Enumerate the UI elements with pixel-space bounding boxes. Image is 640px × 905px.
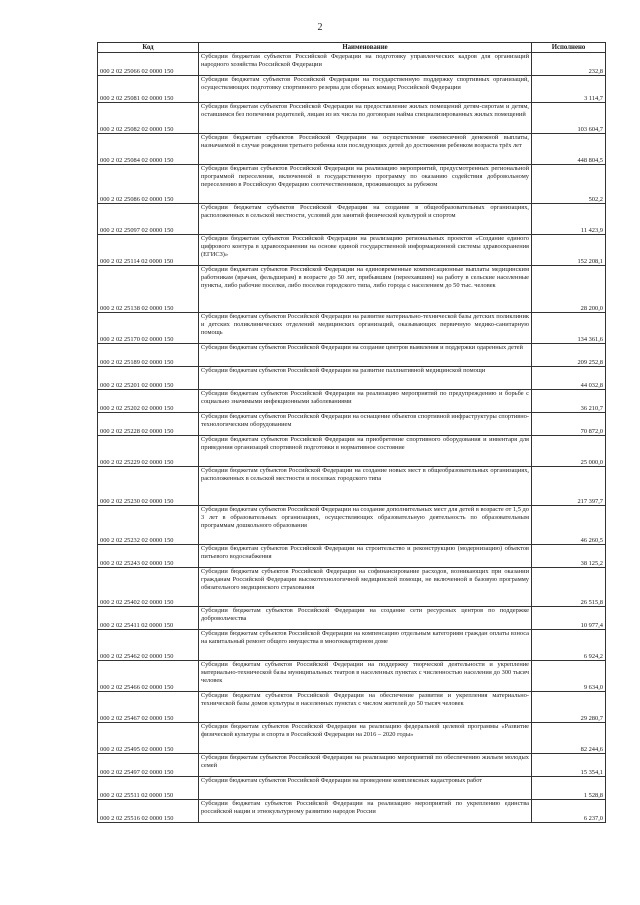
table-row	[98, 103, 606, 134]
table-row	[98, 607, 606, 630]
table-row	[98, 266, 606, 313]
row-code: 000 2 02 25497 02 0000 150	[98, 754, 199, 777]
row-name: Субсидии бюджетам субъектов Российской Федерации на поддержку творческой деятельности и укрепление материально-технической базы муниципальных театров в населенных пунктах с численностью населения до 300 тысяч человек	[199, 661, 532, 692]
row-code: 000 2 02 25097 02 0000 150	[98, 204, 199, 235]
row-code: 000 2 02 25084 02 0000 150	[98, 134, 199, 165]
table-row	[98, 53, 606, 76]
row-code: 000 2 02 25243 02 0000 150	[98, 545, 199, 568]
row-value: 103 604,7	[532, 103, 606, 134]
row-value: 6 237,0	[532, 800, 606, 823]
row-name: Субсидии бюджетам субъектов Российской Федерации на реализацию мероприятий по предупреждению и борьбе с социально значимыми инфекционными заболеваниями	[199, 390, 532, 413]
row-code: 000 2 02 25086 02 0000 150	[98, 165, 199, 204]
row-code: 000 2 02 25229 02 0000 150	[98, 436, 199, 467]
row-code: 000 2 02 25467 02 0000 150	[98, 692, 199, 723]
row-value: 70 872,0	[532, 413, 606, 436]
row-code: 000 2 02 25081 02 0000 150	[98, 76, 199, 103]
row-code: 000 2 02 25402 02 0000 150	[98, 568, 199, 607]
table-body	[98, 53, 606, 823]
table-row	[98, 165, 606, 204]
row-name: Субсидии бюджетам субъектов Российской Федерации на развитие паллиативной медицинской помощи	[199, 367, 532, 390]
row-name: Субсидии бюджетам субъектов Российской Федерации на создание центров выявления и поддержки одаренных детей	[199, 344, 532, 367]
row-name: Субсидии бюджетам субъектов Российской Федерации на развитие материально-технической базы детских поликлиник и детских поликлинических отделений медицинских организаций, оказывающих первичную медико-санитарную помощь	[199, 313, 532, 344]
row-name: Субсидии бюджетам субъектов Российской Федерации на обеспечение развития и укрепления материально-технической базы домов культуры в населенных пунктах с числом жителей до 50 тысяч человек	[199, 692, 532, 723]
table-row	[98, 777, 606, 800]
row-value: 1 528,8	[532, 777, 606, 800]
row-name: Субсидии бюджетам субъектов Российской Федерации на единовременные компенсационные выплаты медицинским работникам (врачам, фельдшерам) в возрасте до 50 лет, прибывшим (переехавшим) на работу в сельские населенные пункты, либо рабочие поселки, либо поселки городского типа, либо города с населением до 50 тыс. человек	[199, 266, 532, 313]
row-value: 26 515,8	[532, 568, 606, 607]
row-value: 82 244,6	[532, 723, 606, 754]
table-row	[98, 413, 606, 436]
table-row	[98, 568, 606, 607]
table-row	[98, 313, 606, 344]
row-value: 25 000,0	[532, 436, 606, 467]
row-value: 11 423,9	[532, 204, 606, 235]
row-code: 000 2 02 25232 02 0000 150	[98, 506, 199, 545]
row-name: Субсидии бюджетам субъектов Российской Федерации на реализацию мероприятий, предусмотренных региональной программой переселения, включенной в государственную программу по оказанию содействия добровольному переселению в Российскую Федерацию соотечественников, проживающих за рубежом	[199, 165, 532, 204]
row-name: Субсидии бюджетам субъектов Российской Федерации на осуществление ежемесячной денежной выплаты, назначаемой в случае рождения третьего ребенка или последующих детей до достижения ребенком возраста трёх лет	[199, 134, 532, 165]
row-name: Субсидии бюджетам субъектов Российской Федерации на создание дополнительных мест для детей в возрасте от 1,5 до 3 лет в образовательных организациях, осуществляющих образовательную деятельность по образовательным программам дошкольного образования	[199, 506, 532, 545]
row-name: Субсидии бюджетам субъектов Российской Федерации на проведение комплексных кадастровых работ	[199, 777, 532, 800]
table-row	[98, 467, 606, 506]
row-code: 000 2 02 25495 02 0000 150	[98, 723, 199, 754]
row-name: Субсидии бюджетам субъектов Российской Федерации на создание сети ресурсных центров по поддержке добровольчества	[199, 607, 532, 630]
row-value: 502,2	[532, 165, 606, 204]
row-code: 000 2 02 25228 02 0000 150	[98, 413, 199, 436]
row-value: 152 208,1	[532, 235, 606, 266]
row-name: Субсидии бюджетам субъектов Российской Федерации на реализацию федеральной целевой программы «Развитие физической культуры и спорта в Российской Федерации на 2016 – 2020 годы»	[199, 723, 532, 754]
table-row	[98, 76, 606, 103]
header-code: Код	[98, 43, 199, 53]
row-value: 9 634,0	[532, 661, 606, 692]
table-row	[98, 235, 606, 266]
row-code: 000 2 02 25466 02 0000 150	[98, 661, 199, 692]
table-row	[98, 436, 606, 467]
table-row	[98, 692, 606, 723]
row-name: Субсидии бюджетам субъектов Российской Федерации на подготовку управленческих кадров для организаций народного хозяйства Российской Федерации	[199, 53, 532, 76]
header-name: Наименование	[199, 43, 532, 53]
table-row	[98, 367, 606, 390]
row-code: 000 2 02 25189 02 0000 150	[98, 344, 199, 367]
row-code: 000 2 02 25201 02 0000 150	[98, 367, 199, 390]
row-code: 000 2 02 25462 02 0000 150	[98, 630, 199, 661]
row-code: 000 2 02 25138 02 0000 150	[98, 266, 199, 313]
revenue-table	[97, 42, 606, 823]
table-row	[98, 545, 606, 568]
row-value: 209 252,8	[532, 344, 606, 367]
row-code: 000 2 02 25230 02 0000 150	[98, 467, 199, 506]
table-row	[98, 630, 606, 661]
table-header-row	[98, 43, 606, 53]
row-name: Субсидии бюджетам субъектов Российской Федерации на оснащение объектов спортивной инфраструктуры спортивно-технологическим оборудованием	[199, 413, 532, 436]
row-name: Субсидии бюджетам субъектов Российской Федерации на создание в общеобразовательных организациях, расположенных в сельской местности, условий для занятий физической культурой и спортом	[199, 204, 532, 235]
table-row	[98, 204, 606, 235]
row-code: 000 2 02 25202 02 0000 150	[98, 390, 199, 413]
header-value: Исполнено	[532, 43, 606, 53]
table-row	[98, 134, 606, 165]
row-name: Субсидии бюджетам субъектов Российской Федерации на строительство и реконструкцию (модернизацию) объектов питьевого водоснабжения	[199, 545, 532, 568]
row-code: 000 2 02 25411 02 0000 150	[98, 607, 199, 630]
table-row	[98, 723, 606, 754]
row-code: 000 2 02 25511 02 0000 150	[98, 777, 199, 800]
row-value: 6 924,2	[532, 630, 606, 661]
row-value: 28 200,0	[532, 266, 606, 313]
table-row	[98, 754, 606, 777]
row-value: 448 804,5	[532, 134, 606, 165]
table-row	[98, 390, 606, 413]
row-name: Субсидии бюджетам субъектов Российской Федерации на компенсацию отдельным категориям граждан оплаты взноса на капитальный ремонт общего имущества в многоквартирном доме	[199, 630, 532, 661]
row-name: Субсидии бюджетам субъектов Российской Федерации на реализацию мероприятий по обеспечению жильем молодых семей	[199, 754, 532, 777]
row-value: 44 032,8	[532, 367, 606, 390]
table-row	[98, 506, 606, 545]
row-name: Субсидии бюджетам субъектов Российской Федерации на приобретение спортивного оборудования и инвентаря для приведения организаций спортивной подготовки в нормативное состояние	[199, 436, 532, 467]
row-value: 134 361,6	[532, 313, 606, 344]
table-row	[98, 661, 606, 692]
row-code: 000 2 02 25082 02 0000 150	[98, 103, 199, 134]
row-value: 36 210,7	[532, 390, 606, 413]
row-value: 217 397,7	[532, 467, 606, 506]
row-value: 46 260,5	[532, 506, 606, 545]
row-name: Субсидии бюджетам субъектов Российской Федерации на реализацию мероприятий по укреплению единства российской нации и этнокультурному развитию народов России	[199, 800, 532, 823]
row-name: Субсидии бюджетам субъектов Российской Федерации на реализацию региональных проектов «Создание единого цифрового контура в здравоохранении на основе единой государственной информационной системы здравоохранения (ЕГИСЗ)»	[199, 235, 532, 266]
row-code: 000 2 02 25114 02 0000 150	[98, 235, 199, 266]
table-row	[98, 344, 606, 367]
row-name: Субсидии бюджетам субъектов Российской Федерации на государственную поддержку спортивных организаций, осуществляющих подготовку спортивного резерва для сборных команд Российской Федерации	[199, 76, 532, 103]
row-name: Субсидии бюджетам субъектов Российской Федерации на софинансирование расходов, возникающих при оказании гражданам Российской Федерации высокотехнологичной медицинской помощи, не включенной в базовую программу обязательного медицинского страхования	[199, 568, 532, 607]
row-code: 000 2 02 25170 02 0000 150	[98, 313, 199, 344]
page-number: 2	[317, 22, 323, 33]
row-value: 15 354,1	[532, 754, 606, 777]
row-name: Субсидии бюджетам субъектов Российской Федерации на создание новых мест в общеобразовательных организациях, расположенных в сельской местности и поселках городского типа	[199, 467, 532, 506]
row-name: Субсидии бюджетам субъектов Российской Федерации на предоставление жилых помещений детям-сиротам и детям, оставшимся без попечения родителей, лицам из их числа по договорам найма специализированных жилых помещений	[199, 103, 532, 134]
row-code: 000 2 02 25066 02 0000 150	[98, 53, 199, 76]
row-code: 000 2 02 25516 02 0000 150	[98, 800, 199, 823]
row-value: 10 977,4	[532, 607, 606, 630]
row-value: 29 280,7	[532, 692, 606, 723]
row-value: 232,8	[532, 53, 606, 76]
row-value: 38 125,2	[532, 545, 606, 568]
table-row	[98, 800, 606, 823]
row-value: 3 114,7	[532, 76, 606, 103]
